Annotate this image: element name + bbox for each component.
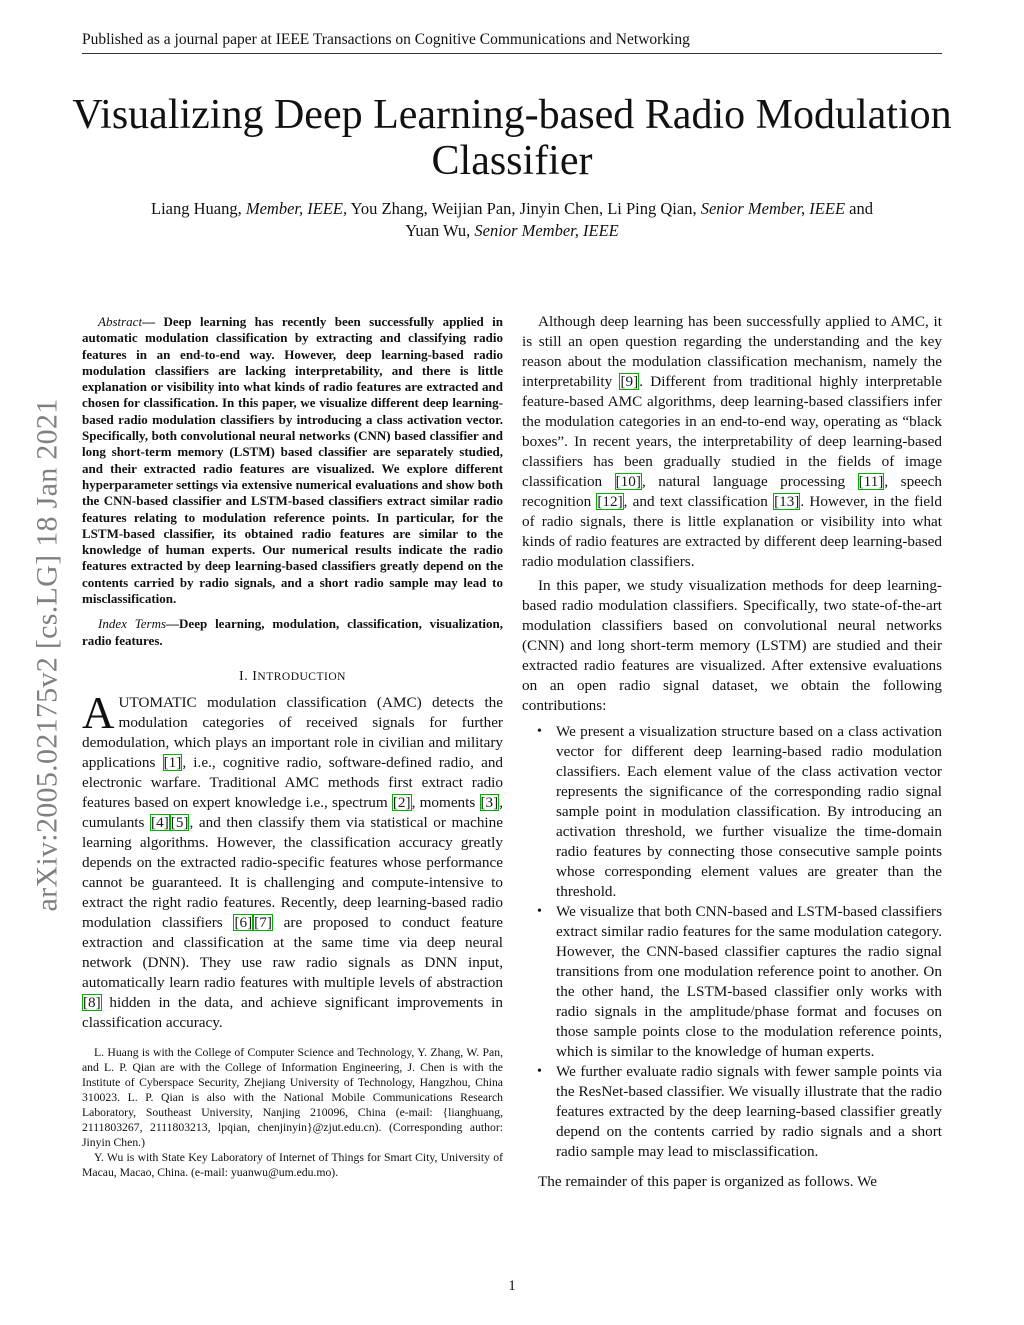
citation-link[interactable]: [12] [597, 493, 623, 510]
footnote-affiliation: Y. Wu is with State Key Laboratory of Internet of Things for Smart City, University of Macau, Macao, China. (e-mail: yuanwu@um.edu.mo). [82, 1150, 503, 1179]
abstract-label: Abstract [98, 314, 143, 329]
author-role: Senior Member, IEEE [474, 221, 619, 240]
index-terms [82, 616, 503, 649]
page-number: 1 [508, 1278, 516, 1294]
contributions-list [522, 722, 942, 1162]
citation-link[interactable]: [7] [254, 913, 272, 931]
left-column [82, 314, 503, 1180]
footnote-affiliation: L. Huang is with the College of Computer Science and Technology, Y. Zhang, W. Pan, and L. P. Qian are with the College of Information Engineering, J. Chen is with the Institute of Cyberspace Security, Zhejiang University of Technology, Hangzhou, China 310023. L. P. Qian is also with the National Mobile Communications Research Laboratory, Southeast University, Nanjing 210096, China (e-mail: {lianghuang, 2111803267, 2111803213, lpqian, chenjinyin}@zjut.edu.cn). (Corresponding author: Jinyin Chen.) [82, 1045, 503, 1149]
section-title-rest: NTRODUCTION [257, 670, 346, 683]
text-run: , speech recognition [522, 473, 942, 510]
body-paragraph: In this paper, we study visualization methods for deep learning-based radio modulation classifiers. Specifically, two state-of-the-art modulation classifiers based on convolutional neural networks (CNN) and long short-term memory (LSTM) are studied and their extracted radio features are visualized. After extensive evaluations on an open radio signal dataset, we obtain the following contributions: [522, 577, 942, 714]
footnotes [82, 1045, 503, 1180]
abstract [82, 314, 503, 607]
list-item [537, 902, 942, 1062]
text-run: , i.e., cognitive radio, software-defined radio, and electronic warfare. Traditional AMC methods first extract radio features based on expert knowledge i.e., spectrum [82, 753, 504, 811]
list-item [537, 722, 942, 902]
section-number: I. [239, 668, 249, 684]
list-item-text: We present a visualization structure based on a class activation vector for different deep learning-based radio modulation classifiers. Each element value of the class activation vector represents the significance of the corresponding radio signal sample point in modulation classification. By introducing an activation threshold, we further visualize the time-domain radio features by connecting those consecutive sample points whose corresponding element values are greater than the threshold. [556, 723, 942, 900]
text-run: , natural language processing [641, 473, 858, 490]
list-item-text: We visualize that both CNN-based and LSTM-based classifiers extract similar radio features for the same modulation category. However, the CNN-based classifier captures the radio signal transitions from one modulation reference point to another. On the other hand, the LSTM-based classifier only works with radio signals in the amplitude/phase format and focuses on those sample points close to the modulation reference points, which is similar to the knowledge of human experts. [556, 903, 942, 1060]
bullet-icon: • [537, 724, 542, 739]
text-run: , moments [411, 793, 480, 811]
text-run: . However, in the field of radio signals, there is little explanation or visibility into what kinds of radio features are extracted by different deep learning-based radio modulation classifiers. [522, 493, 942, 570]
abstract-text: — Deep learning has recently been successfully applied in automatic modulation classification by extracting and classifying radio features in an end-to-end way. However, deep learning-based radio modulation classifiers are lacking interpretability, and there is little explanation or visibility into what kinds of radio features are extracted and chosen for classification. In this paper, we visualize different deep learning-based radio modulation classifiers by introducing a class activation vector. Specifically, both convolutional neural networks (CNN) based classifier and long short-term memory (LSTM) based classifier are separately studied, and their extracted radio features are visualized. We explore different hyperparameter settings via extensive numerical evaluations and show both the CNN-based classifier and LSTM-based classifiers extract similar radio features relating to modulation reference points. In particular, for the LSTM-based classifier, its obtained radio features are similar to the knowledge of human experts. Our numerical results indicate the radio features extracted by deep learning-based classifiers greatly depend on the contents carried by radio signals, and a short radio sample may lead to misclassification. [82, 314, 503, 607]
bullet-icon: • [537, 904, 542, 919]
running-header: Published as a journal paper at IEEE Transactions on Cognitive Communications and Networking [82, 31, 942, 54]
arxiv-stamp [30, 365, 64, 945]
citation-link[interactable]: [1] [163, 753, 182, 771]
citation-link[interactable]: [6] [234, 913, 253, 931]
list-item [537, 1062, 942, 1162]
citation-link[interactable]: [4] [151, 813, 169, 831]
citation-link[interactable]: [2] [392, 793, 411, 811]
text-run: , and text classification [623, 493, 774, 510]
text-run: are proposed to conduct feature extraction and classification at the same time via deep neural network (DNN). They use raw radio signals as DNN input, automatically learn radio features with multiple levels of abstraction [82, 913, 503, 991]
section-title-initial: I [252, 668, 258, 684]
citation-link[interactable]: [11] [858, 473, 884, 490]
author-role: Senior Member, IEEE [700, 199, 846, 218]
bullet-icon: • [537, 1064, 542, 1079]
citation-link[interactable]: [8] [83, 993, 101, 1011]
author-name: You Zhang, Weijian Pan, Jinyin Chen, Li Ping Qian, [350, 199, 697, 218]
text-run: , cumulants [82, 793, 504, 831]
index-terms-label: Index Terms [98, 616, 167, 632]
text-run: , and then classify them via statistical or machine learning algorithms. However, the classification accuracy greatly depends on the extracted radio-specific features whose performance cannot be guaranteed. It is challenging and compute-intensive to extract the right radio features. Recently, deep learning-based radio modulation classifiers [82, 813, 503, 931]
citation-link[interactable]: [10] [615, 473, 641, 490]
author-name: Liang Huang, [151, 199, 242, 218]
author-list [70, 198, 954, 242]
paper-title: Visualizing Deep Learning-based Radio Modulation Classifier [72, 92, 952, 184]
author-name: Yuan Wu, [405, 221, 471, 240]
citation-link[interactable]: [13] [774, 493, 800, 510]
intro-paragraph [82, 687, 504, 1033]
drop-cap: A [82, 687, 115, 738]
citation-link[interactable]: [5] [170, 813, 189, 831]
text-run: Although deep learning has been successfully applied to AMC, it is still an open question regarding the understanding and the key reason about the modulation classification mechanism, namely the interpretability [522, 313, 942, 390]
body-paragraph [522, 312, 942, 572]
text-run: UTOMATIC modulation classification (AMC) detects the modulation categories of received signals for further demodulation, which plays an important role in civilian and military applications [82, 693, 503, 771]
section-heading-introduction [82, 669, 503, 685]
citation-link[interactable]: [3] [480, 793, 499, 811]
author-conjunction: and [849, 199, 873, 218]
citation-link[interactable]: [9] [620, 373, 639, 390]
right-column [522, 312, 942, 1192]
author-role: Member, IEEE, [245, 199, 348, 218]
list-item-text: We further evaluate radio signals with fewer sample points via the ResNet-based classifier. We visually illustrate that the radio features extracted by the deep learning-based classifier greatly depend on the contents carried by radio signals and a short radio sample may lead to misclassification. [556, 1063, 942, 1160]
arxiv-identifier: arXiv:2005.02175v2 [cs.LG] 18 Jan 2021 [30, 398, 63, 912]
body-paragraph: The remainder of this paper is organized as follows. We [538, 1173, 877, 1190]
index-terms-text: —Deep learning, modulation, classification, visualization, radio features. [82, 616, 503, 648]
text-run: . Different from traditional highly interpretable feature-based AMC algorithms, deep learning-based classifiers infer the modulation categories in an end-to-end way, operating as “black boxes”. In recent years, the interpretability of deep learning-based classifiers has been gradually studied in the fields of image classification [522, 373, 943, 490]
text-run: hidden in the data, and achieve significant improvements in classification accuracy. [82, 993, 503, 1031]
